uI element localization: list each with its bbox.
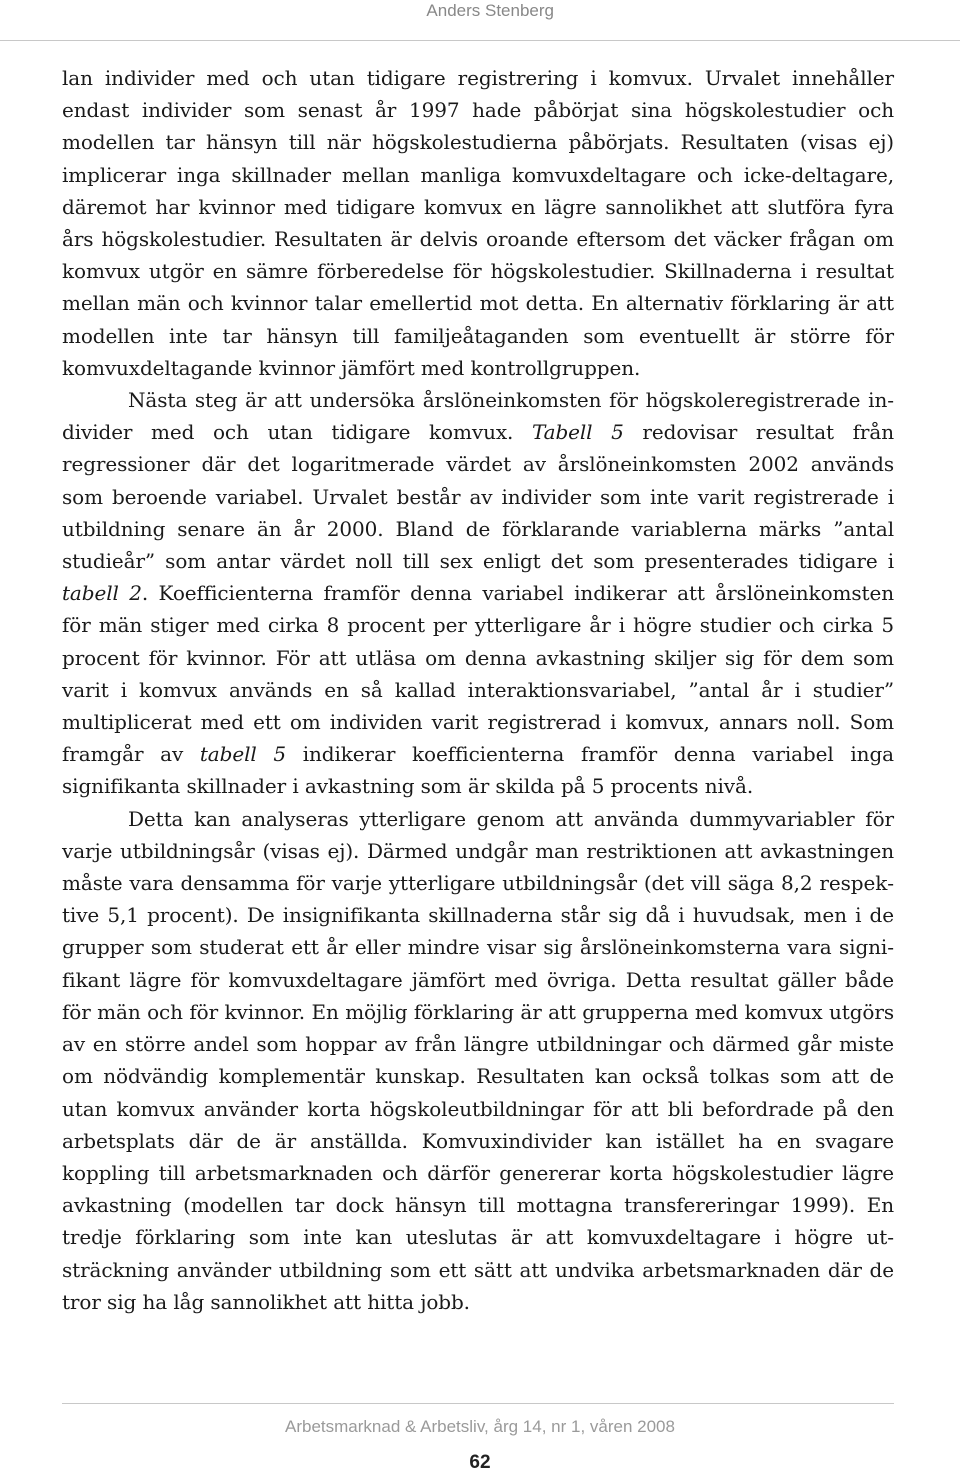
paragraph-2 xyxy=(62,384,894,803)
journal-citation: Arbetsmarknad & Arbetsliv, årg 14, nr 1, våren 2008 xyxy=(285,1417,675,1436)
paragraph-3-text: Detta kan analyseras ytterligare genom att använda dummyvariabler för varje utbildningsår (visas ej). Därmed undgår man restriktionen att avkastningen måste vara densamma för varje ytterligare utbildningsår (det vill säga 8,2 respektive 5,1 procent). De insignifikanta skillnaderna står sig då i huvudsak, men i de grupper som studerat ett år eller mindre visar sig årslöneinkomsterna vara signifikant lägre för komvuxdeltagare jämfört med övriga. Detta resultat gäller både för män och för kvinnor. En möjlig förklaring är att grupperna med komvux utgörs av en större andel som hoppar av från längre utbildningar och därmed går miste om nödvändig komplementär kunskap. Resultaten kan också tolkas som att de utan komvux använder korta högskoleutbildningar för att bli befordrade på den arbetsplats där de är anställda. Komvuxindivider kan istället ha en svagare koppling till arbetsmarknaden och därför genererar korta högskolestudier lägre avkastning (modellen tar dock hänsyn till mottagna transfereringar 1999). En tredje förklaring som inte kan uteslutas är att komvuxdeltagare i högre utsträckning använder utbildning som ett sätt att undvika arbetsmarknaden där de tror sig ha låg sannolikhet att hitta jobb. xyxy=(62,806,894,1314)
body-text xyxy=(62,62,894,1318)
author-name: Anders Stenberg xyxy=(426,1,554,20)
table-reference: Tabell 5 xyxy=(531,420,624,445)
paragraph-2-text-d: indikerar koefficienterna framför denna variabel inga signifikanta skillnader i avkastning som är skilda på 5 procents nivå. xyxy=(62,742,894,799)
paragraph-3 xyxy=(62,803,894,1318)
footer-rule xyxy=(62,1403,894,1404)
paragraph-2-text-a: Nästa steg är att undersöka årslöneinkomsten för högskoleregistrerade individer med och utan tidigare komvux. xyxy=(62,388,894,445)
paragraph-1-text: lan individer med och utan tidigare registrering i komvux. Urvalet innehåller endast individer som senast år 1997 hade påbörjat sina högskolestudier och modellen tar hänsyn till när högskolestudierna påbörjats. Resultaten (visas ej) implicerar inga skillnader mellan manliga komvuxdeltagare och icke-deltagare, däremot har kvinnor med tidigare komvux en lägre sannolikhet att slutföra fyra års högskolestudier. Resultaten är delvis oroande eftersom det väcker frågan om komvux utgör en sämre förberedelse för högskolestudier. Skillnaderna i resultat mellan män och kvinnor talar emellertid mot detta. En alternativ förklaring är att modellen inte tar hänsyn till familjeåtaganden som eventuellt är större för komvuxdeltagande kvinnor jämfört med kontrollgruppen. xyxy=(62,66,894,380)
table-reference: tabell 2 xyxy=(62,581,142,606)
running-header xyxy=(0,0,960,41)
table-reference: tabell 5 xyxy=(199,742,286,767)
paragraph-2-text-b: redovisar resultat från regressioner där det logaritmerade värdet av årslöneinkomsten 2002 används som beroende variabel. Urvalet består av individer som inte varit registrerade i utbildning senare än år 2000. Bland de förklarande variablerna märks ”antal studieår” som antar värdet noll till sex enligt det som presenterades tidigare i xyxy=(62,420,894,574)
paragraph-1 xyxy=(62,62,894,384)
paragraph-2-text-c: . Koefficienterna framför denna variabel indikerar att årslöneinkomsten för män stiger med cirka 8 procent per ytterligare år i högre studier och cirka 5 procent för kvinnor. För att utläsa om denna avkastning skiljer sig för dem som varit i komvux används en så kallad interaktionsvariabel, ”antal år i studier” multiplicerat med ett om individen varit registrerad i komvux, annars noll. Som framgår av xyxy=(62,581,894,767)
page-number: 62 xyxy=(469,1452,491,1473)
